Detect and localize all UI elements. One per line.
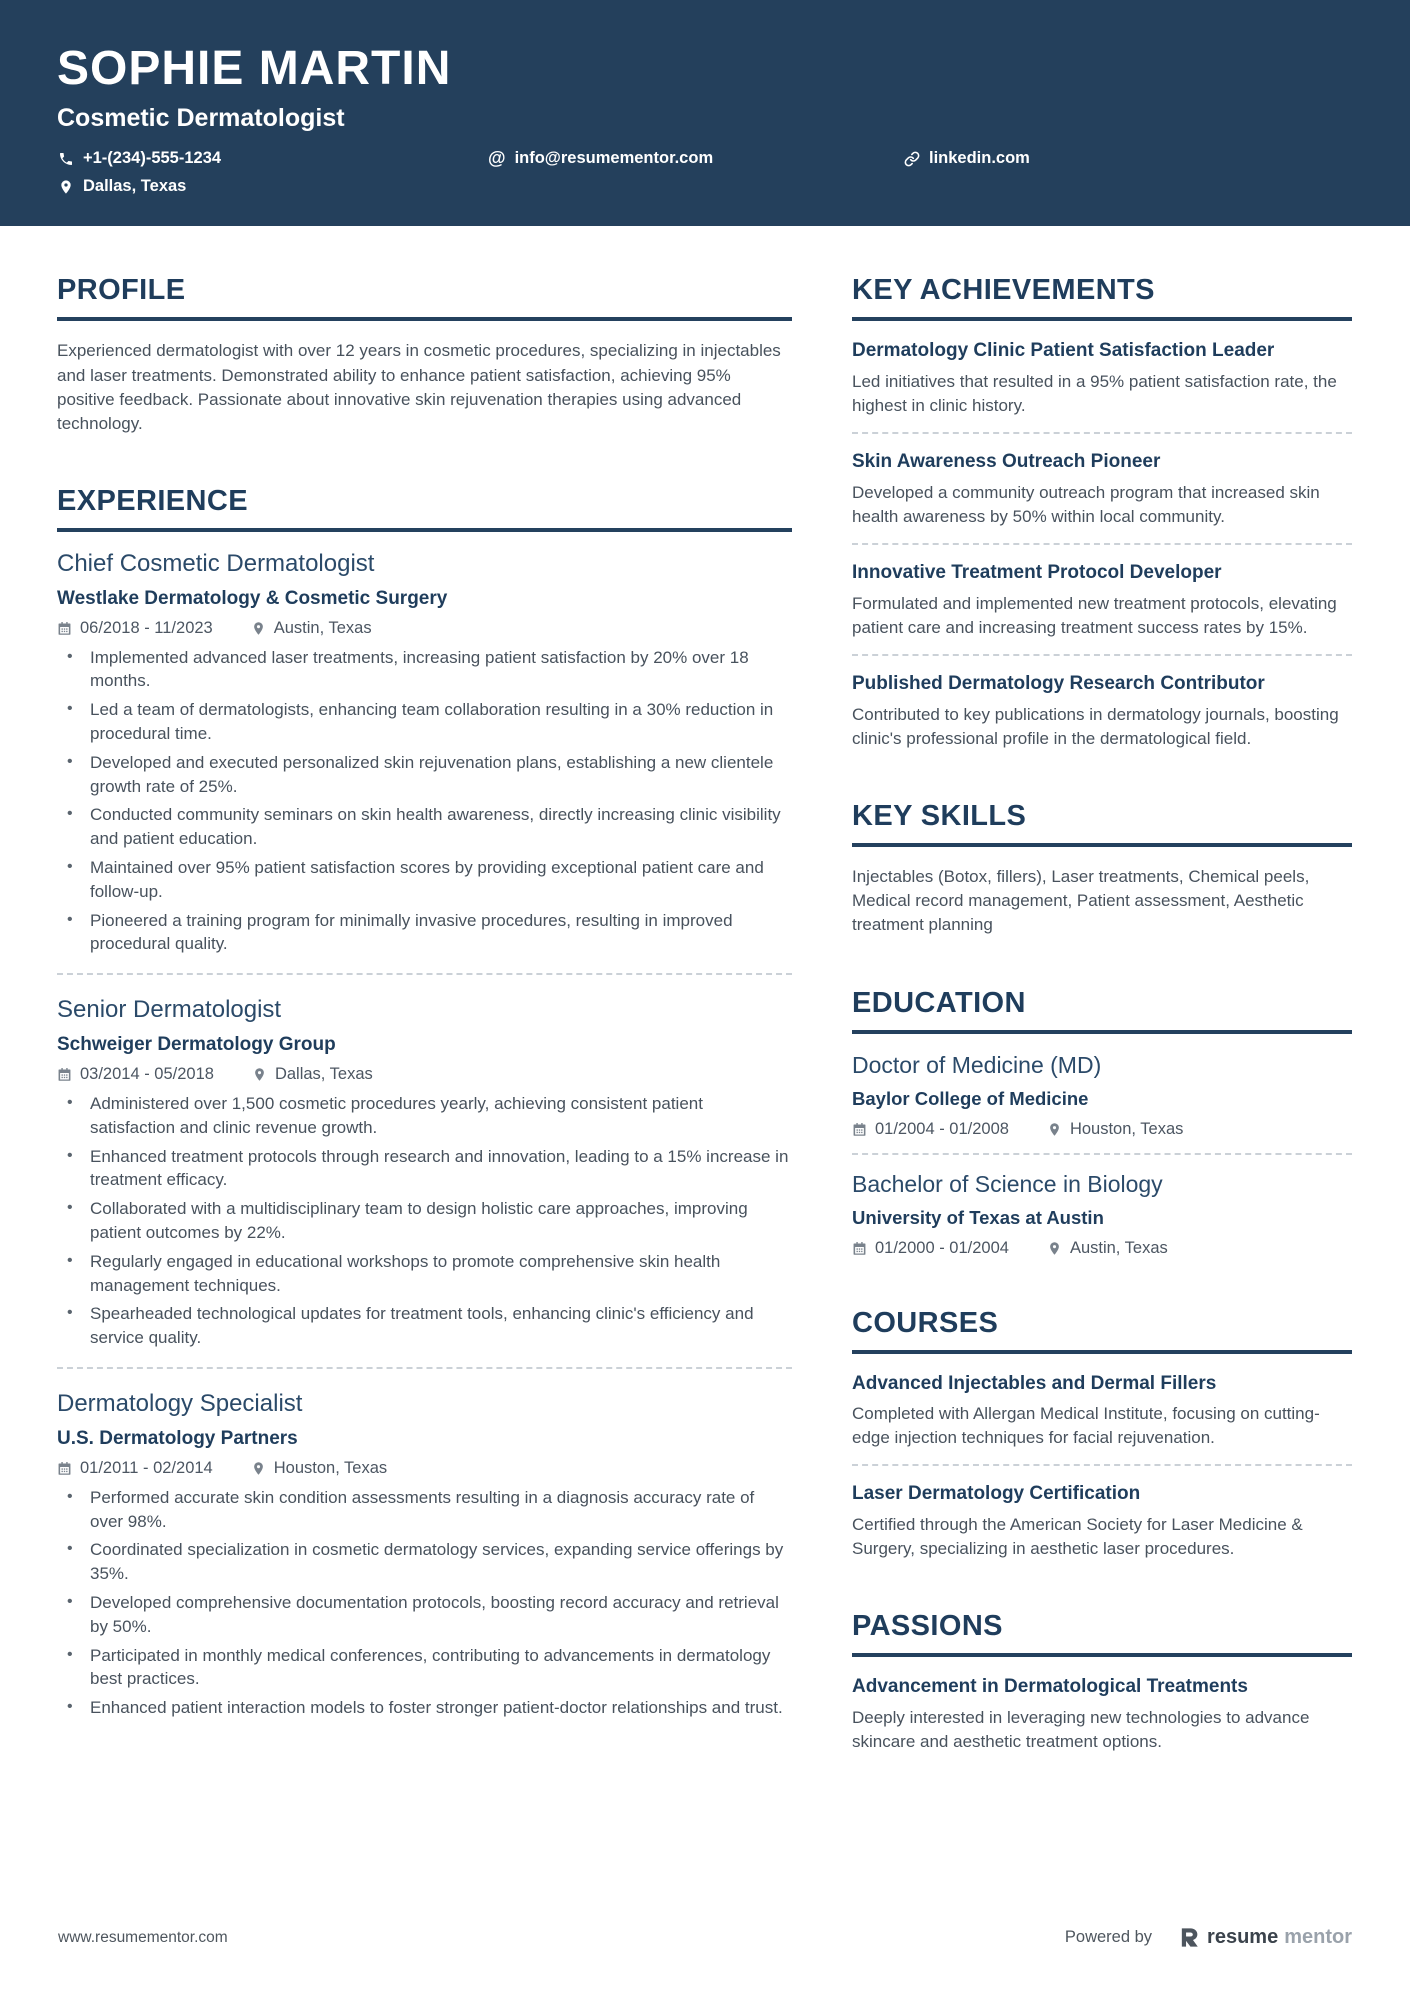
key-skills-section xyxy=(852,800,1352,937)
course-text: Certified through the American Society for Laser Medicine & Surgery, specializing in aesthetic laser procedures. xyxy=(852,1515,1303,1559)
school-name: University of Texas at Austin xyxy=(852,1206,1104,1228)
calendar-icon xyxy=(57,621,72,636)
bullet-item: • Led a team of dermatologists, enhancing team collaboration resulting in a 30% reduction in procedural time. xyxy=(57,698,792,746)
dashed-divider xyxy=(852,1464,1352,1466)
resumementor-logo-icon xyxy=(1178,1926,1201,1949)
linkedin-url: linkedin.com xyxy=(929,149,1030,168)
achievement-text: Formulated and implemented new treatment protocols, elevating patient care and increasing treatment success rates by 15%. xyxy=(852,593,1337,638)
person-name: SOPHIE MARTIN xyxy=(57,42,452,95)
dashed-divider xyxy=(852,543,1352,545)
location-text: Dallas, Texas xyxy=(83,177,187,196)
education-dates-text: 01/2004 - 01/2008 xyxy=(875,1119,1009,1138)
dashed-divider xyxy=(57,973,792,975)
job-bullet-list xyxy=(57,646,792,957)
education-section xyxy=(852,987,1352,1258)
job-meta xyxy=(57,1065,792,1084)
job-bullet-list xyxy=(57,1486,792,1720)
job-dates xyxy=(57,1065,214,1084)
education-entry xyxy=(852,1052,1352,1139)
achievement-item xyxy=(852,339,1352,418)
passion-text: Deeply interested in leveraging new technologies to advance skincare and aesthetic treatment options. xyxy=(852,1708,1310,1752)
education-dates-text: 01/2000 - 01/2004 xyxy=(875,1238,1009,1257)
dashed-divider xyxy=(852,1153,1352,1155)
bullet-item: • Coordinated specialization in cosmetic dermatology services, expanding service offerings by 35%. xyxy=(57,1538,792,1586)
right-column xyxy=(852,274,1352,1906)
calendar-icon xyxy=(57,1461,72,1476)
achievement-text: Contributed to key publications in dermatology journals, boosting clinic's professional profile in the dermatological field. xyxy=(852,704,1339,749)
education-entry xyxy=(852,1171,1352,1258)
calendar-icon xyxy=(852,1241,867,1256)
section-heading-education: EDUCATION xyxy=(852,987,1352,1034)
achievement-title: Innovative Treatment Protocol Developer xyxy=(852,562,1222,584)
achievement-title: Published Dermatology Research Contributor xyxy=(852,673,1265,695)
location-pin-icon xyxy=(251,621,266,636)
resumementor-logo[interactable] xyxy=(1178,1926,1352,1949)
phone-number: +1-(234)-555-1234 xyxy=(83,149,222,168)
job-company: Westlake Dermatology & Cosmetic Surgery xyxy=(57,587,448,609)
job-location-text: Austin, Texas xyxy=(273,618,372,637)
calendar-icon xyxy=(852,1122,867,1137)
powered-by-label: Powered by xyxy=(1064,1928,1153,1946)
job-location xyxy=(251,619,372,638)
job-entry xyxy=(57,550,792,956)
bullet-item: • Maintained over 95% patient satisfaction scores by providing exceptional patient care and follow-up. xyxy=(57,856,792,904)
courses-section xyxy=(852,1307,1352,1562)
at-icon: @ xyxy=(488,148,506,169)
job-title: Senior Dermatologist xyxy=(57,996,282,1024)
job-entry xyxy=(57,1390,792,1720)
job-bullet-list xyxy=(57,1092,792,1350)
experience-section xyxy=(57,485,792,1720)
bullet-item: • Developed comprehensive documentation protocols, boosting record accuracy and retrieval by 50%. xyxy=(57,1591,792,1639)
achievement-title: Dermatology Clinic Patient Satisfaction Leader xyxy=(852,340,1275,362)
section-heading-courses: COURSES xyxy=(852,1307,1352,1354)
left-column xyxy=(57,274,792,1906)
section-heading-key-achievements: KEY ACHIEVEMENTS xyxy=(852,274,1352,321)
bullet-item: • Spearheaded technological updates for treatment tools, enhancing clinic's efficiency and service quality. xyxy=(57,1302,792,1350)
section-heading-profile: PROFILE xyxy=(57,274,792,321)
passion-item xyxy=(852,1675,1352,1754)
footer-site-url[interactable]: www.resumementor.com xyxy=(58,1928,228,1946)
degree-title: Doctor of Medicine (MD) xyxy=(852,1051,1102,1078)
calendar-icon xyxy=(57,1067,72,1082)
education-dates xyxy=(852,1239,1009,1258)
education-location-text: Austin, Texas xyxy=(1069,1238,1168,1257)
key-achievements-section xyxy=(852,274,1352,751)
achievement-text: Developed a community outreach program that increased skin health awareness by 50% within local community. xyxy=(852,483,1320,527)
achievement-title: Skin Awareness Outreach Pioneer xyxy=(852,451,1161,473)
email-address: info@resumementor.com xyxy=(514,149,714,168)
footer xyxy=(0,1906,1410,1995)
contact-linkedin[interactable] xyxy=(903,149,1353,168)
contact-phone xyxy=(57,149,488,168)
bullet-item: • Administered over 1,500 cosmetic procedures yearly, achieving consistent patient satisfaction and clinic revenue growth. xyxy=(57,1092,792,1140)
education-location xyxy=(1047,1239,1168,1258)
dashed-divider xyxy=(852,432,1352,434)
degree-title: Bachelor of Science in Biology xyxy=(852,1170,1163,1197)
bullet-item: • Enhanced treatment protocols through research and innovation, leading to a 15% increase in treatment efficacy. xyxy=(57,1145,792,1193)
achievement-item xyxy=(852,450,1352,529)
contact-location xyxy=(57,177,488,196)
section-heading-experience: EXPERIENCE xyxy=(57,485,792,532)
course-title: Laser Dermatology Certification xyxy=(852,1483,1141,1505)
course-title: Advanced Injectables and Dermal Fillers xyxy=(852,1372,1217,1394)
logo-text-light: mentor xyxy=(1284,1926,1352,1948)
bullet-item: • Performed accurate skin condition assessments resulting in a diagnosis accuracy rate of over 98%. xyxy=(57,1486,792,1534)
contact-email[interactable] xyxy=(488,149,903,168)
passions-section xyxy=(852,1610,1352,1754)
job-entry xyxy=(57,996,792,1350)
school-name: Baylor College of Medicine xyxy=(852,1087,1089,1109)
bullet-item: • Developed and executed personalized skin rejuvenation plans, establishing a new clientele growth rate of 25%. xyxy=(57,751,792,799)
job-title: Chief Cosmetic Dermatologist xyxy=(57,549,375,577)
skills-text: Injectables (Botox, fillers), Laser treatments, Chemical peels, Medical record management, Patient assessment, Aesthetic treatment planning xyxy=(852,867,1310,935)
course-text: Completed with Allergan Medical Institute, focusing on cutting-edge injection techniques for facial rejuvenation. xyxy=(852,1404,1320,1448)
job-location xyxy=(252,1065,373,1084)
job-dates-text: 01/2011 - 02/2014 xyxy=(80,1458,213,1477)
job-dates-text: 03/2014 - 05/2018 xyxy=(80,1065,214,1084)
powered-by xyxy=(1065,1926,1352,1949)
profile-section xyxy=(57,274,792,436)
bullet-item: • Enhanced patient interaction models to foster stronger patient-doctor relationships and trust. xyxy=(57,1696,792,1720)
education-meta xyxy=(852,1120,1352,1139)
logo-text-bold: resume xyxy=(1207,1926,1279,1948)
phone-icon xyxy=(57,150,74,167)
location-pin-icon xyxy=(1047,1241,1062,1256)
bullet-item: • Implemented advanced laser treatments, increasing patient satisfaction by 20% over 18 months. xyxy=(57,646,792,694)
education-location xyxy=(1047,1120,1183,1139)
resume-body xyxy=(0,226,1410,1906)
job-location-text: Dallas, Texas xyxy=(274,1065,373,1084)
section-heading-passions: PASSIONS xyxy=(852,1610,1352,1657)
dashed-divider xyxy=(57,1367,792,1369)
location-pin-icon xyxy=(252,1067,267,1082)
job-company: Schweiger Dermatology Group xyxy=(57,1034,336,1056)
course-item xyxy=(852,1482,1352,1561)
job-meta xyxy=(57,619,792,638)
job-location-text: Houston, Texas xyxy=(273,1458,388,1477)
education-meta xyxy=(852,1239,1352,1258)
achievement-text: Led initiatives that resulted in a 95% patient satisfaction rate, the highest in clinic history. xyxy=(852,372,1337,416)
job-title: Dermatology Specialist xyxy=(57,1390,303,1418)
location-pin-icon xyxy=(57,178,74,195)
achievement-item xyxy=(852,672,1352,751)
bullet-item: • Participated in monthly medical conferences, contributing to advancements in dermatology best practices. xyxy=(57,1644,792,1692)
education-location-text: Houston, Texas xyxy=(1069,1119,1184,1138)
link-icon xyxy=(903,150,920,167)
location-pin-icon xyxy=(1047,1122,1062,1137)
header xyxy=(0,0,1410,226)
education-dates xyxy=(852,1120,1009,1139)
passion-title: Advancement in Dermatological Treatments xyxy=(852,1676,1248,1698)
job-meta xyxy=(57,1459,792,1478)
profile-text: Experienced dermatologist with over 12 years in cosmetic procedures, specializing in injectables and laser treatments. Demonstrated ability to enhance patient satisfaction, achieving 95% positive feedback. Passionate about innovative skin rejuvenation therapies using advanced technology. xyxy=(57,341,781,433)
bullet-item: • Pioneered a training program for minimally invasive procedures, resulting in improved procedural quality. xyxy=(57,909,792,957)
achievement-item xyxy=(852,561,1352,640)
bullet-item: • Regularly engaged in educational workshops to promote comprehensive skin health management techniques. xyxy=(57,1250,792,1298)
section-heading-key-skills: KEY SKILLS xyxy=(852,800,1352,847)
bullet-item: • Conducted community seminars on skin health awareness, directly increasing clinic visibility and patient education. xyxy=(57,803,792,851)
job-company: U.S. Dermatology Partners xyxy=(57,1427,298,1449)
course-item xyxy=(852,1372,1352,1451)
location-pin-icon xyxy=(251,1461,266,1476)
person-job-title: Cosmetic Dermatologist xyxy=(57,104,345,133)
dashed-divider xyxy=(852,654,1352,656)
job-dates-text: 06/2018 - 11/2023 xyxy=(80,618,213,637)
job-dates xyxy=(57,619,213,638)
job-location xyxy=(251,1459,387,1478)
contact-bar xyxy=(57,149,1353,196)
job-dates xyxy=(57,1459,213,1478)
bullet-item: • Collaborated with a multidisciplinary team to design holistic care approaches, improving patient outcomes by 22%. xyxy=(57,1197,792,1245)
